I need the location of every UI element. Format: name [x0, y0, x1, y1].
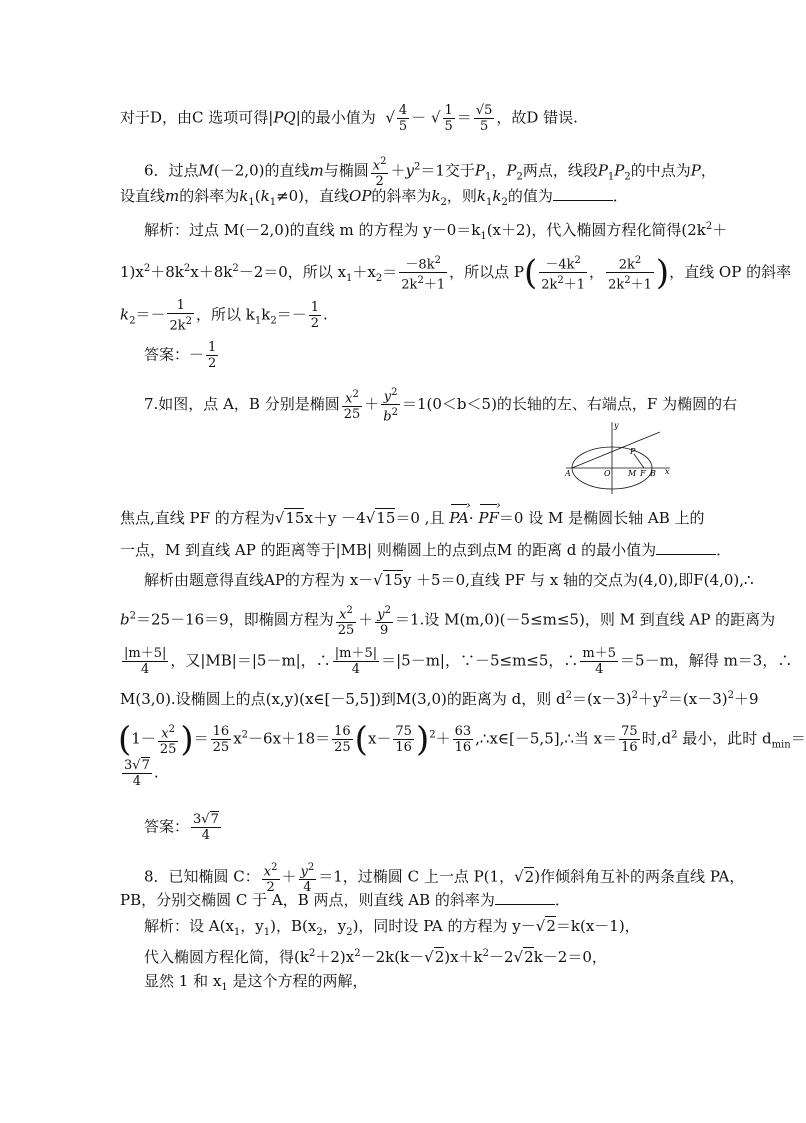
text: ，故D 错误.	[496, 108, 578, 127]
line-pf	[634, 454, 644, 468]
question-6-line-2: 设直线m的斜率为$k_1(k_1\ne 0)$，直线OP的斜率为$k_2$，则$k_1k_2$的值为 ．	[120, 187, 628, 208]
option-d-line: 对于D，由C 选项可得|PQ|的最小值为 √ $\frac{4}{5}$ － √ $\frac{1}{5}$ ＝ $\frac{√5}{5}$ ，故D 错误.	[120, 103, 578, 134]
question-8-line-2: PB，分别交椭圆 C 于 A，B 两点，则直线 AB 的斜率为 ．	[120, 891, 570, 909]
label-o: O	[604, 469, 611, 478]
fraction: $\frac{y^2}{4}$	[300, 862, 315, 896]
answer-blank	[495, 890, 555, 905]
fraction: $\frac{√5}{5}$	[475, 103, 493, 134]
fraction: $\frac{75}{16}$	[395, 724, 412, 756]
fraction: $\frac{2k^2}{2k^2+1}$	[608, 255, 652, 293]
q6-answer: 答案：－ $\frac{1}{2}$	[144, 340, 217, 371]
fraction: $\frac{16}{25}$	[334, 724, 351, 756]
q7-answer: 答案： $\frac{3√7}{4}$	[144, 812, 219, 843]
question-7-line-3: 一点，M 到直线 AP 的距离等于|MB| 则椭圆上的点到点M 的距离 d 的最小值为 ．	[120, 541, 732, 559]
label-f: F	[640, 469, 646, 478]
fraction: $\frac{m+5}{4}$	[582, 646, 617, 677]
fraction: $\frac{x^2}{25}$	[159, 724, 177, 758]
q7-solution-line-4: M(3,0).设椭圆上的点(x,y)(x∈[－5,5])到M(3,0)的距离为 d，则 $d^2=(x-3)^2+y^2=(x-3)^2+9$	[120, 690, 759, 708]
fraction: $\frac{1}{2}$	[310, 300, 320, 332]
fraction: $\frac{|m+5|}{4}$	[334, 646, 378, 677]
text: |的最小值为	[295, 108, 376, 127]
q7-solution-line-1: 解析由题意得直线AP的方程为 x－√15y ＋5＝0,直线 PF 与 x 轴的交点为(4,0),即F(4,0),∴	[144, 571, 754, 589]
line-ap	[572, 432, 660, 468]
label-y: y	[614, 421, 619, 430]
text: 对于D，由C 选项可得|	[120, 108, 274, 127]
fraction: $\frac{x^2}{2}$	[372, 156, 387, 190]
answer-blank	[656, 540, 716, 555]
q7-solution-line-2: $b^2=25-16=9$，即椭圆方程为 $\frac{x^2}{25}$ ＋ $\frac{y^2}{9}$ ＝1.设 M(m,0)(－5≤m≤5)，则 M 到直线 AP 的距离为	[120, 605, 776, 639]
fraction: $\frac{1}{5}$	[444, 103, 453, 134]
fraction: $\frac{3√7}{4}$	[124, 758, 150, 789]
fraction: $\frac{-8k^2}{2k^2+1}$	[401, 255, 446, 293]
fraction: $\frac{4}{5}$	[398, 103, 408, 134]
q8-solution-line-1: 解析：设 $A(x_1$，$y_1$)，$B(x_2$，$y_2$)，同时设 PA 的方程为 y－√2＝k(x－1)，	[144, 917, 640, 938]
fraction: $\frac{1}{2k^2}$	[169, 298, 193, 334]
fraction: $\frac{y^2}{9}$	[377, 605, 391, 639]
q7-solution-line-3: $\frac{|m+5|}{4}$ ，又|MB|＝|5－m|，∴ $\frac{|m+5|}{4}$ ＝|5－m|，∵－5≤m≤5，∴ $\frac{m+5}{4}$ ＝5－m，解得 m＝3，∴	[124, 646, 793, 677]
q6-solution-line-1: 解析：过点 M(－2,0)的直线 m 的方程为 $y-0=k_1(x+2)$，代入椭圆方程化简得($2k^2+$	[144, 221, 728, 242]
fraction: $\frac{16}{25}$	[212, 724, 230, 756]
question-7-line-1: 7.如图，点 A，B 分别是椭圆 $\frac{x^2}{25}$ ＋ $\frac{y^2}{b^2}$ ＝1(0＜b＜5)的长轴的左、右端点，F 为椭圆的右	[144, 387, 738, 425]
fraction: $\frac{75}{16}$	[621, 724, 638, 756]
fraction: $\frac{x^2}{25}$	[337, 605, 355, 639]
q6-solution-line-3: $k_2=-$ $\frac{1}{2k^2}$ ，所以 $k_1k_2=-$ $\frac{1}{2}$ .	[120, 298, 328, 334]
answer-blank	[553, 186, 613, 201]
fraction: $\frac{-4k^2}{2k^2+1}$	[541, 255, 586, 293]
text: PQ	[273, 108, 296, 127]
q6-solution-line-2: $1)x^2+8k^2x+8k^2-2=0$，所以 $x_1+x_2=$ $\frac{-8k^2}{2k^2+1}$ ，所以点 P( $\frac{-4k^2}{2k^2+1}$ ， $\frac{2k^2}{2k^2+1}$ )，直线 OP 的斜率	[120, 252, 792, 293]
fraction: $\frac{63}{16}$	[454, 724, 472, 756]
q8-solution-line-2: 代入椭圆方程化简，得$(k^2+2)x^2-2k(k-√2)x+k^2-2√2k-2=0$，	[144, 948, 607, 966]
fraction: $\frac{|m+5|}{4}$	[124, 646, 167, 677]
label-b: B	[650, 469, 656, 478]
question-6-line-1: 6．过点M(－2,0)的直线m与椭圆 $\frac{x^2}{2}$ $+y^2=1$交于$P_1$，$P_2$两点，线段$P_1P_2$的中点为P，	[144, 156, 716, 190]
fraction: $\frac{x^2}{2}$	[263, 862, 278, 896]
label-m: M	[628, 469, 637, 478]
fraction: $\frac{x^2}{25}$	[343, 389, 361, 423]
question-8-line-1: 8．已知椭圆 C： $\frac{x^2}{2}$ ＋ $\frac{y^2}{4}$ ＝1，过椭圆 C 上一点 P(1，√2)作倾斜角互补的两条直线 PA，	[144, 862, 745, 896]
fraction: $\frac{3√7}{4}$	[193, 812, 219, 843]
q7-solution-line-5: (1－ $\frac{x^2}{25}$ )＝ $\frac{16}{25}$ $x^2-6x+18=$ $\frac{16}{25}$ (x－ $\frac{75}{16}$ )$^2$＋ $\frac{63}{16}$ ,∴x∈[－5,5],∴当 x＝ $\frac{75}{16}$ 时$,d^2$ 最小，此时 $d_{min}=$	[118, 719, 806, 760]
question-7-line-2: 焦点,直线 PF 的方程为√15x＋y －4√15＝0 ,且 PA ›· PF ›＝0 设 M 是椭圆长轴 AB 上的	[120, 508, 705, 528]
ellipse-figure	[562, 418, 672, 496]
label-a: A	[565, 469, 571, 478]
q7-solution-line-6: $\frac{3√7}{4}$ .	[124, 758, 159, 789]
q8-solution-line-3: 显然 1 和 $x_1$ 是这个方程的两解，	[144, 972, 368, 993]
fraction: $\frac{1}{2}$	[208, 340, 217, 371]
label-x: x	[665, 467, 670, 476]
fraction: $\frac{y^2}{b^2}$	[383, 387, 398, 425]
label-p: P	[630, 447, 636, 456]
